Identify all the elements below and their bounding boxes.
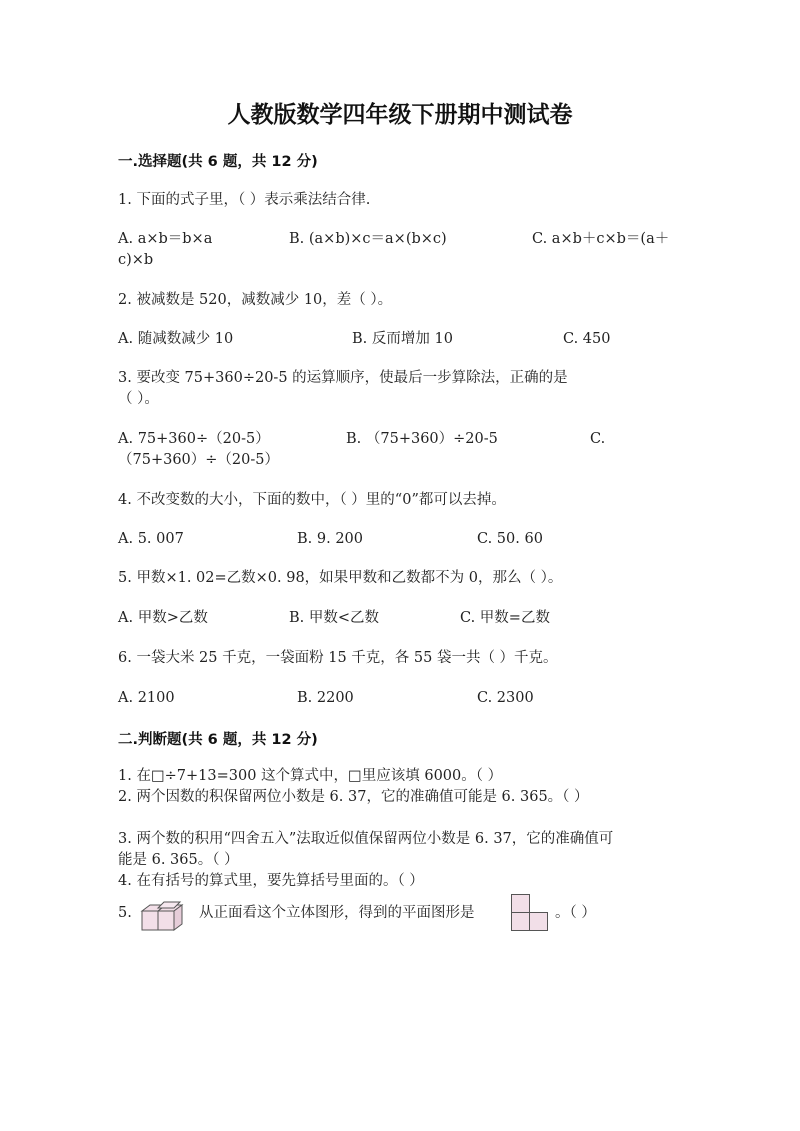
- front-view-image: [510, 893, 550, 933]
- q4-option-c: C. 50. 60: [477, 531, 543, 547]
- q5-option-a: A. 甲数>乙数: [118, 610, 208, 626]
- q6-option-b: B. 2200: [297, 690, 354, 706]
- q5-option-b: B. 甲数<乙数: [289, 610, 380, 626]
- q2-option-c: C. 450: [563, 331, 611, 347]
- q4-option-a: A. 5. 007: [118, 531, 184, 547]
- q3-stem: 3. 要改变 75+360÷20-5 的运算顺序，使最后一步算除法，正确的是: [118, 370, 568, 386]
- j2-statement: 2. 两个因数的积保留两位小数是 6. 37，它的准确值可能是 6. 365。（ ）: [118, 789, 589, 805]
- q6-stem: 6. 一袋大米 25 千克，一袋面粉 15 千克，各 55 袋一共（ ）千克。: [118, 650, 558, 666]
- j4-statement: 4. 在有括号的算式里，要先算括号里面的。（ ）: [118, 873, 424, 889]
- q6-option-a: A. 2100: [118, 690, 175, 706]
- j5-number: 5.: [118, 905, 132, 921]
- q2-stem: 2. 被减数是 520，减数减少 10，差（ ）。: [118, 292, 393, 308]
- q1-option-a: A. a×b＝b×a: [118, 231, 213, 247]
- q1-stem: 1. 下面的式子里，（ ）表示乘法结合律.: [118, 192, 371, 208]
- j5-statement: 从正面看这个立体图形，得到的平面图形是: [199, 905, 475, 921]
- section-heading-choice: 一.选择题(共 6 题，共 12 分): [118, 154, 318, 170]
- q3-option-b: B. （75+360）÷20-5: [346, 431, 498, 447]
- q4-option-b: B. 9. 200: [297, 531, 363, 547]
- section-heading-judgement: 二.判断题(共 6 题，共 12 分): [118, 732, 318, 748]
- solid-figure-image: [138, 896, 188, 936]
- q1-option-b: B. (a×b)×c＝a×(b×c): [289, 231, 447, 247]
- q4-stem: 4. 不改变数的大小，下面的数中，（ ）里的“0”都可以去掉。: [118, 492, 506, 508]
- q2-option-b: B. 反而增加 10: [352, 331, 453, 347]
- page-title: 人教版数学四年级下册期中测试卷: [227, 102, 573, 128]
- q3-stem-cont: （ ）。: [118, 391, 159, 407]
- q6-option-c: C. 2300: [477, 690, 534, 706]
- j3-statement-cont: 能是 6. 365。（ ）: [118, 852, 239, 868]
- q2-option-a: A. 随减数减少 10: [118, 331, 234, 347]
- q5-option-c: C. 甲数=乙数: [460, 610, 550, 626]
- q1-option-c: C. a×b＋c×b＝(a＋: [532, 231, 670, 247]
- j3-statement: 3. 两个数的积用“四舍五入”法取近似值保留两位小数是 6. 37，它的准确值可: [118, 831, 614, 847]
- q3-option-c: C.: [590, 431, 606, 447]
- q3-option-a: A. 75+360÷（20-5）: [118, 431, 270, 447]
- q5-stem: 5. 甲数×1. 02=乙数×0. 98，如果甲数和乙数都不为 0，那么（ ）。: [118, 570, 563, 586]
- q1-option-c-cont: c)×b: [118, 252, 154, 268]
- q3-option-c-cont: （75+360）÷（20-5）: [118, 452, 280, 468]
- j5-answer-blank: 。（ ）: [555, 905, 596, 921]
- j1-statement: 1. 在□÷7+13=300 这个算式中，□里应该填 6000。（ ）: [118, 768, 503, 784]
